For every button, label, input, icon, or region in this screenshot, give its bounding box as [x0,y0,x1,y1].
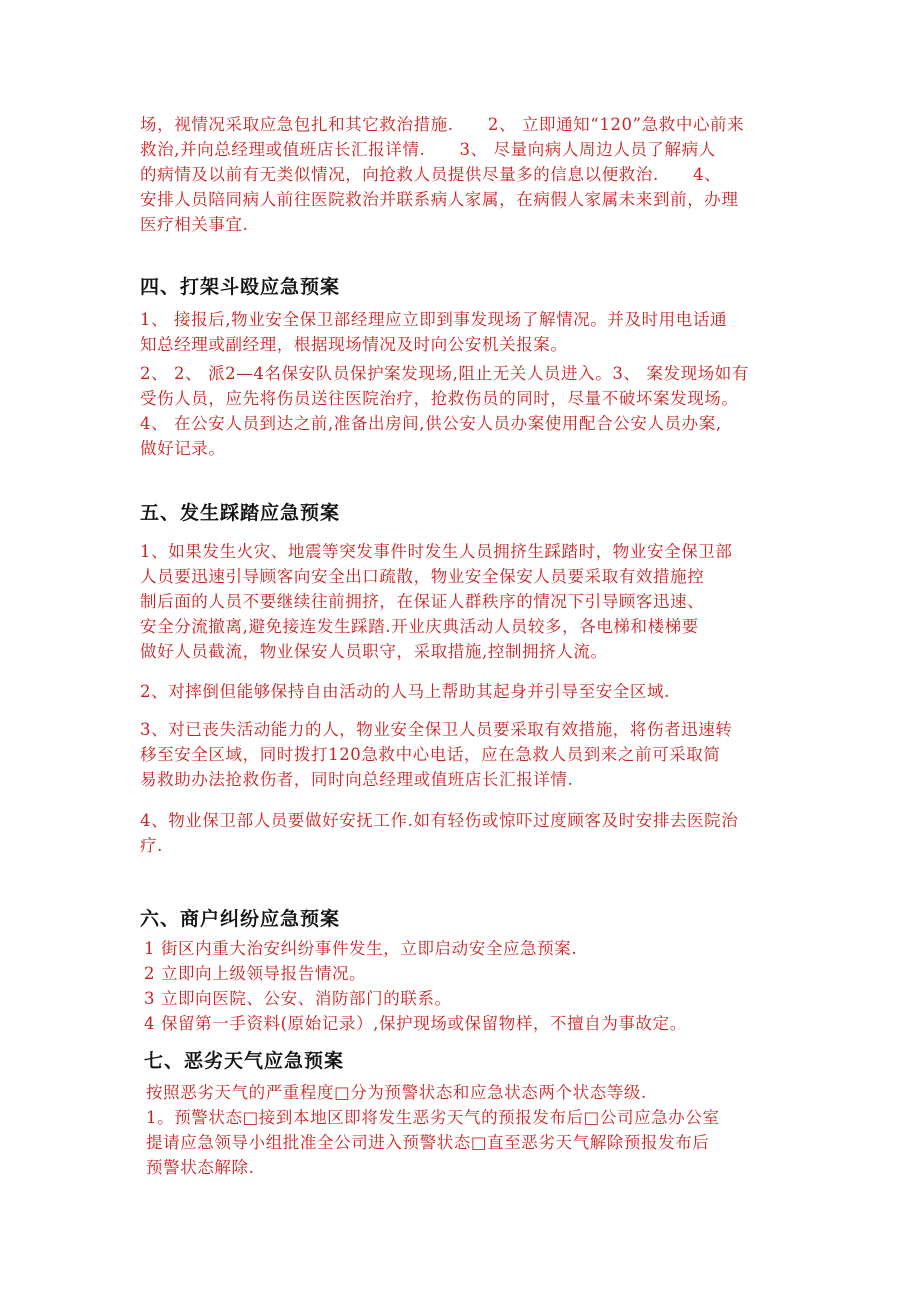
section-5-item-3 [140,717,800,792]
section-4-paragraph-2 [140,361,800,461]
text-line: 疗. [140,836,163,855]
text-line: 提请应急领导小组批准全公司进入预警状态□直至恶劣天气解除预报发布后 [146,1133,710,1152]
text-line: 做好人员截流，物业保安人员职守，采取措施,控制拥挤人流。 [140,642,608,661]
section-6-title: 六、商户纠纷应急预案 [140,908,341,930]
text-line: 2、 2、 派2—4名保安队员保护案发现场,阻止无关人员进入。3、 案发现场如有 [140,364,749,383]
text-line: 移至安全区域，同时拨打120急救中心电话，应在急救人员到来之前可采取简 [140,745,721,764]
text-line: 1、 接报后,物业安全保卫部经理应立即到事发现场了解情况。并及时用电话通 [140,310,728,329]
text-line: 救治,并向总经理或值班店长汇报详情. 3、 尽量向病人周边人员了解病人 [140,140,716,159]
section-7-paragraph [146,1080,806,1180]
section-4-title: 四、打架斗殴应急预案 [140,276,341,298]
text-line: 的病情及以前有无类似情况，向抢救人员提供尽量多的信息以便救治. 4、 [140,165,722,184]
text-line: 4、 在公安人员到达之前,准备出房间,供公安人员办案使用配合公安人员办案, [140,414,722,433]
text-line: 医疗相关事宜. [140,215,249,234]
section-4-paragraph-1 [140,307,800,357]
text-line: 1。预警状态□接到本地区即将发生恶劣天气的预报发布后□公司应急办公室 [146,1108,720,1127]
section-5-item-2 [140,679,800,704]
text-line: 制后面的人员不要继续往前拥挤，在保证人群秩序的情况下引导顾客迅速、 [140,592,705,611]
section-5-item-4 [140,808,800,858]
text-line: 知总经理或副经理，根据现场情况及时向公安机关报案。 [140,335,568,354]
text-line: 场，视情况采取应急包扎和其它救治措施. 2、 立即通知“120”急救中心前来 [140,115,745,134]
text-line: 预警状态解除. [146,1158,255,1177]
text-line: 易救助办法抢救伤者，同时向总经理或值班店长汇报详情. [140,770,574,789]
text-line: 做好记录。 [140,439,226,458]
text-line: 2、对摔倒但能够保持自由活动的人马上帮助其起身并引导至安全区域. [140,682,670,701]
text-line: 人员要迅速引导顾客向安全出口疏散，物业安全保安人员要采取有效措施控 [140,567,705,586]
text-line: 4、物业保卫部人员要做好安抚工作.如有轻伤或惊吓过度顾客及时安排去医院治 [140,811,739,830]
list-item: 4 保留第一手资料(原始记录）,保护现场或保留物样，不擅自为事故定。 [144,1014,687,1033]
section-5-title: 五、发生踩踏应急预案 [140,502,341,524]
list-item: 3 立即向医院、公安、消防部门的联系。 [144,989,452,1008]
section-6-list [144,936,804,1036]
list-item: 2 立即向上级领导报告情况。 [144,964,367,983]
text-line: 3、对已丧失活动能力的人，物业安全保卫人员要采取有效措施，将伤者迅速转 [140,720,733,739]
text-line: 1、如果发生火灾、地震等突发事件时发生人员拥挤生踩踏时，物业安全保卫部 [140,542,733,561]
text-line: 受伤人员，应先将伤员送往医院治疗，抢救伤员的同时，尽量不破坏案发现场。 [140,389,739,408]
text-line: 按照恶劣天气的严重程度□分为预警状态和应急状态两个状态等级. [146,1083,647,1102]
intro-paragraph [140,112,800,237]
list-item: 1 街区内重大治安纠纷事件发生，立即启动安全应急预案. [144,939,578,958]
section-5-item-1 [140,539,800,664]
text-line: 安全分流撤离,避免接连发生踩踏.开业庆典活动人员较多，各电梯和楼梯要 [140,617,699,636]
text-line: 安排人员陪同病人前往医院救治并联系病人家属，在病假人家属未来到前，办理 [140,190,739,209]
section-7-title: 七、恶劣天气应急预案 [144,1050,345,1072]
